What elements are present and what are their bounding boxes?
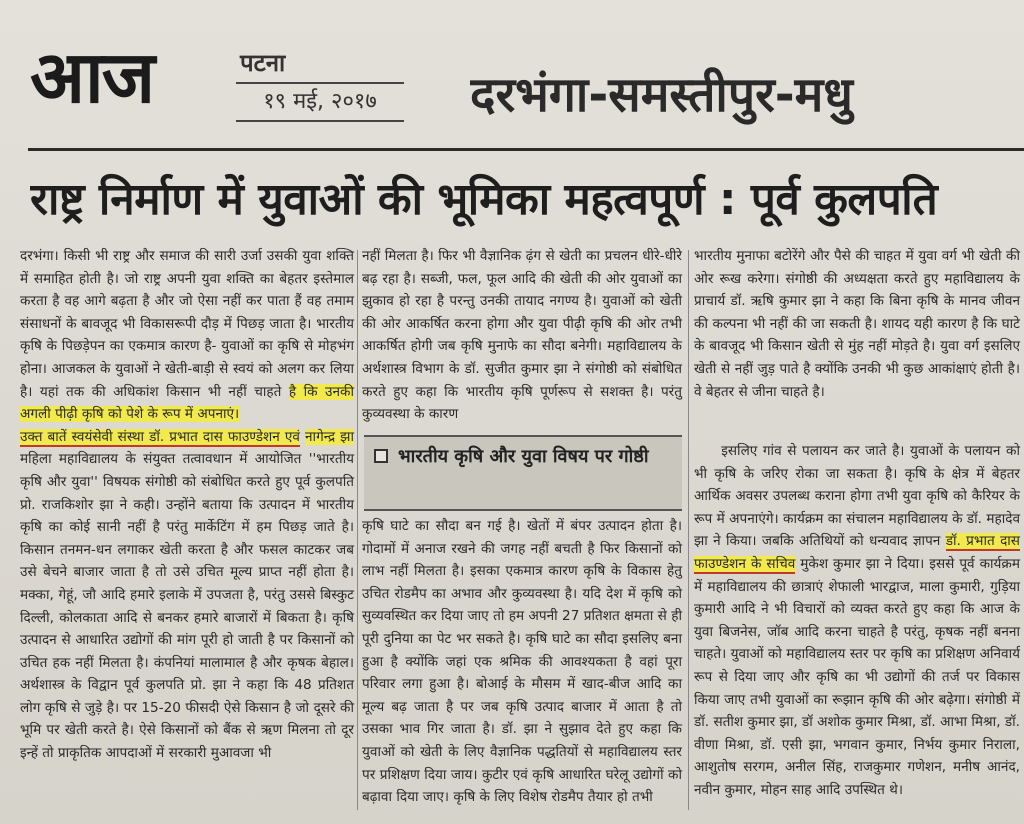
article-text: महिला महाविद्यालय के संयुक्त तत्वावधान में आयोजित ''भारतीय कृषि और युवा'' विषयक संगोष्ठी को संबोधित करते हुए पूर्व कुलपति प्रो. राजकिशोर झा ने कही। उन्होंने बताया कि उत्पादन में भारतीय कृषि का कोई सानी नहीं है परंतु मार्केटिंग में हम पिछड़ जाते है। किसान तनमन-धन लगाकर खेती करता है और फसल काटकर जब उसे बेचने बाजार जाता है तो उसे उचित मूल्य प्राप्त नहीं होता है। मक्का, गेहूं, जौ आदि हमारे इलाके में उपजता है, परंतु उससे बिस्कुट दिल्ली, कोलकाता आदि से बनकर हमारे बाजारों में बिकता है। कृषि उत्पादन से आधारित उद्योगों की मांग पूरी हो जाती है पर किसानों को उचित हक नहीं मिलता है। कंपनियां मालामाल है और कृषक बेहाल। अर्थशास्त्र के विद्वान पूर्व कुलपति प्रो. झा ने कहा कि 48 प्रतिशत लोग कृषि से जुड़े है। पर 15-20 फीसदी ऐसे किसान है जो दूसरे की भूमि पर खेती करते है। ऐसे किसानों को बैंक से ऋण मिलना तो दूर इन्हें तो प्राकृतिक आपदाओं में सरकारी मुआवजा भी	[20, 451, 354, 762]
newspaper-logo: आज	[30, 35, 154, 119]
column-divider	[688, 250, 689, 810]
article-paragraph: भारतीय मुनाफा बटोरेंगे और पैसे की चाहत में युवा वर्ग भी खेती की ओर रूख करेगा। संगोष्ठी की अध्यक्षता करते हुए महाविद्यालय के प्राचार्य डॉ. ऋषि कुमार झा ने कहा कि बिना कृषि के मानव जीवन की कल्पना भी नहीं की जा सकती है। शायद यही कारण है कि घाटे के बावजूद भी किसान खेती से मुंह नहीं मोड़ते है। युवा वर्ग इसलिए खेती से नहीं जुड़ पाते है क्योंकि उनकी भी कुछ आकांक्षाएं होती है। वे बेहतर से जीना चाहते है।	[694, 248, 1020, 400]
highlighted-text: नागेन्द्र झा	[305, 428, 354, 445]
article-paragraph	[20, 245, 354, 426]
article-column-1	[20, 245, 354, 765]
highlighted-text: डॉ. प्रभात दास फाउण्डेशन के सचिव	[694, 533, 1020, 572]
article-paragraph: कृषि घाटे का सौदा बन गई है। खेतों में बंपर उत्पादन होता है। गोदामों में अनाज रखने की जगह नहीं बचती है फिर किसानों को लाभ नहीं मिलता है। इसका एकमात्र कारण कृषि के विकास हेतु उचित रोडमैप का अभाव और कुव्यवस्था है। यदि देश में कृषि को सुव्यवस्थित कर दिया जाए तो हम अपनी 27 प्रतिशत क्षमता से ही पूरी दुनिया का पेट भर सकते है। कृषि घाटे का सौदा इसलिए बना हुआ है क्योंकि जहां एक श्रमिक की आवश्यकता है वहां पूरा परिवार लगा हुआ है। बोआई के मौसम में खाद-बीज आदि का मूल्य बढ़ जाता है पर जब कृषि उत्पाद बाजार में आता है तो उसका भाव गिर जाता है। डॉ. झा ने सुझाव देते हुए कहा कि युवाओं को खेती के लिए वैज्ञानिक पद्धतियों से महाविद्यालय स्तर पर प्रशिक्षण दिया जाय। कुटीर एवं कृषि आधारित घरेलू उद्योगों को बढ़ावा दिया जाए। कृषि के लिए विशेष रोडमैप तैयार हो तभी	[362, 518, 682, 806]
article-text: दरभंगा। किसी भी राष्ट्र और समाज की सारी उर्जा उसकी युवा शक्ति में समाहित होती है। जो राष्ट्र अपनी युवा शक्ति का बेहतर इस्तेमाल करता है वह आगे बढ़ता है और जो ऐसा नहीं कर पाता हैं वह तमाम संसाधनों के बावजूद भी विकासरूपी दौड़ में पिछड़ जाता है। भारतीय कृषि के पिछड़ेपन का एकमात्र कारण है- युवाओं का कृषि से मोहभंग होना। आजकल के युवाओं ने खेती-बाड़ी से स्वयं को अलग कर लिया है। यहां तक की अधिकांश किसान भी नहीं चाहते	[20, 248, 354, 400]
square-bullet-icon	[374, 449, 388, 463]
article-paragraph	[694, 440, 1020, 802]
masthead	[0, 0, 1024, 150]
article-column-3-top	[694, 245, 1020, 403]
sub-heading-box	[364, 435, 682, 511]
article-column-3-bottom	[694, 440, 1020, 802]
article-column-2-bottom	[362, 515, 682, 809]
highlighted-text: उक्त बातें स्वयंसेवी संस्था डॉ. प्रभात दास फाउण्डेशन एवं	[20, 428, 300, 445]
article-paragraph: नहीं मिलता है। फिर भी वैज्ञानिक ढ़ंग से खेती का प्रचलन धीरे-धीरे बढ़ रहा है। सब्जी, फल, फूल आदि की खेती की ओर युवाओं का झुकाव हो रहा है परन्तु उनकी तायाद नगण्य है। युवाओं को खेती की ओर आकर्षित करना होगा और युवा पीढ़ी कृषि की ओर तभी आकर्षित होगी जब कृषि मुनाफे का सौदा बनेगी। महाविद्यालय के अर्थशास्त्र विभाग के डॉ. सुजीत कुमार झा ने संगोष्ठी को संबोधित करते हुए कहा कि भारतीय कृषि पूर्णरूप से सशक्त है। परंतु कुव्यवस्था के कारण	[362, 248, 682, 423]
article-text: इसलिए गांव से पलायन कर जाते है। युवाओं के पलायन को भी कृषि के जरिए रोका जा सकता है। कृषि के क्षेत्र में बेहतर आर्थिक अवसर उपलब्ध कराना होगा तभी युवा कृषि को कैरियर के रूप में अपनाएंगे। कार्यक्रम का संचालन महाविद्यालय के डॉ. महादेव झा ने किया। जबकि अतिथियों को धन्यवाद ज्ञापन	[694, 443, 1020, 550]
article-headline: राष्ट्र निर्माण में युवाओं की भूमिका महत्वपूर्ण : पूर्व कुलपति	[30, 174, 938, 225]
sub-heading: भारतीय कृषि और युवा विषय पर गोष्ठी	[398, 446, 649, 467]
highlighted-text: है कि उनकी अगली पीढ़ी कृषि को पेशे के रूप में अपनाएं।	[20, 383, 354, 423]
article-paragraph	[20, 426, 354, 765]
masthead-divider	[28, 148, 1024, 151]
edition-date: १९ मई, २०१७	[236, 82, 404, 122]
article-column-2-top	[362, 245, 682, 426]
region-banner: दरभंगा-समस्तीपुर-मधु	[470, 67, 853, 123]
edition-city: पटना	[240, 49, 286, 77]
article-text: मुकेश कुमार झा ने दिया। इससे पूर्व कार्यक्रम में महाविद्यालय की छात्राएं शेफाली भारद्वाज, माला कुमारी, गुड़िया कुमारी आदि ने भी विचारों को व्यक्त करते हुए कहा कि आज के युवा बिजनेस, जॉब आदि करना चाहते है परंतु, कृषक नहीं बनना चाहते। युवाओं को महाविद्यालय स्तर पर कृषि का प्रशिक्षण अनिवार्य रूप से दिया जाए और कृषि का भी उद्योगों की तर्ज पर विकास किया जाए तभी युवाओं का रूझान कृषि की ओर बढ़ेगा। संगोष्ठी में डॉ. सतीश कुमार झा, डॉ अशोक कुमार मिश्रा, डॉ. आभा मिश्रा, डॉ. वीणा मिश्रा, डॉ. एसी झा, भगवान कुमार, निर्भय कुमार निराला, आशुतोष सरगम, अनील सिंह, राजकुमार गणेशन, मनीष आनंद, नवीन कुमार, मोहन साह आदि उपस्थित थे।	[694, 555, 1020, 798]
column-divider	[357, 250, 358, 810]
